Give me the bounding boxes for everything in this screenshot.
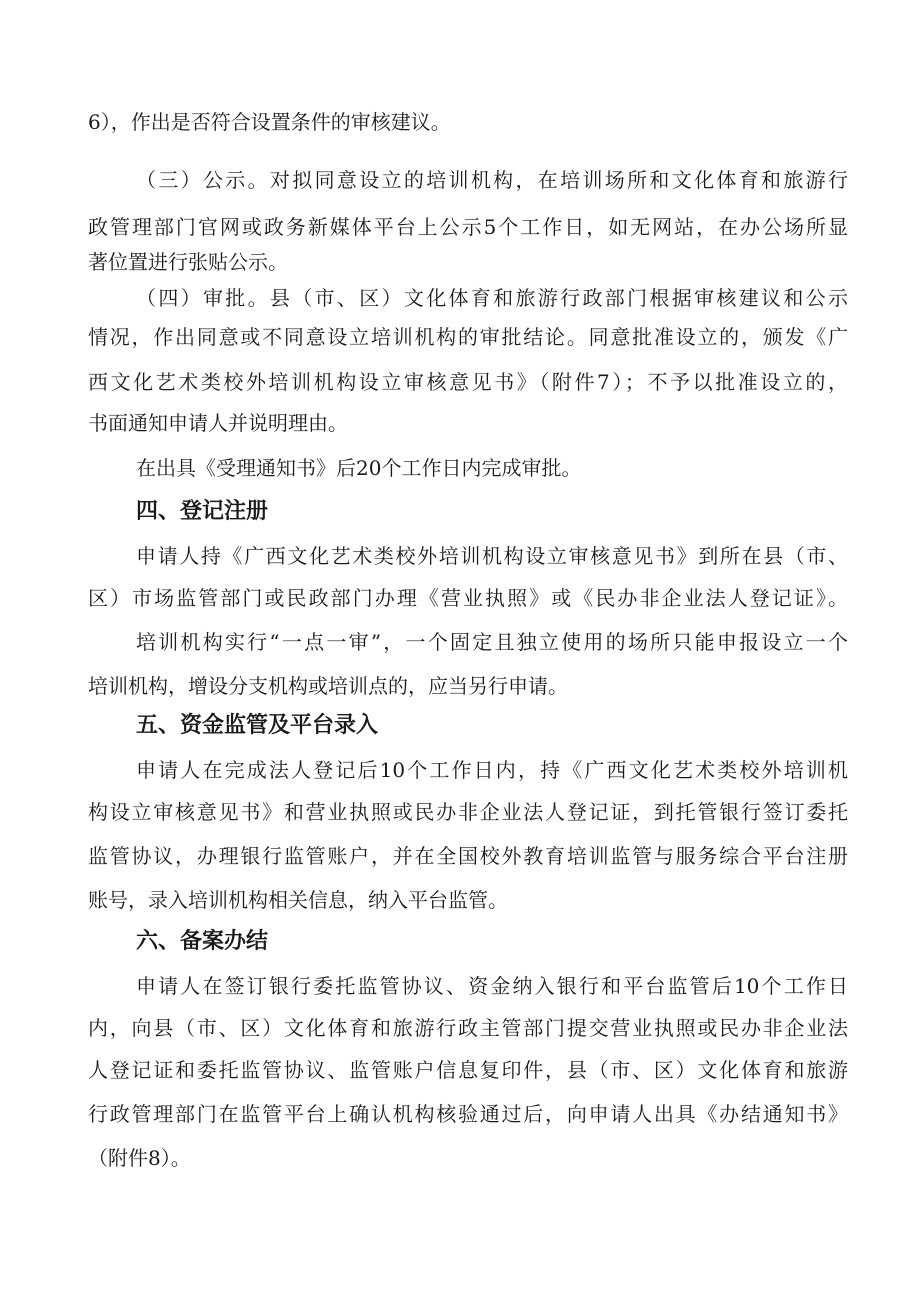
paragraph-line: 构设立审核意见书》和营业执照或民办非企业法人登记证，到托管银行签订委托	[88, 800, 848, 824]
paragraph-line: 在出具《受理通知书》后20个工作日内完成审批。	[136, 456, 582, 480]
paragraph-line: （附件8）。	[88, 1146, 191, 1170]
paragraph-line: 行政管理部门在监管平台上确认机构核验通过后，向申请人出具《办结通知书》	[88, 1102, 848, 1126]
paragraph-line: 政管理部门官网或政务新媒体平台上公示5个工作日，如无网站，在办公场所显	[88, 215, 848, 239]
paragraph-line: 培训机构，增设分支机构或培训点的，应当另行申请。	[88, 674, 568, 698]
paragraph-line: （四）审批。县（市、区）文化体育和旅游行政部门根据审核建议和公示	[136, 286, 848, 310]
paragraph-line: 监管协议，办理银行监管账户，并在全国校外教育培训监管与服务综合平台注册	[88, 844, 848, 868]
paragraph-line: （三）公示。对拟同意设立的培训机构，在培训场所和文化体育和旅游行	[136, 168, 848, 192]
paragraph-line: 申请人在完成法人登记后10个工作日内，持《广西文化艺术类校外培训机	[136, 758, 848, 782]
paragraph-line: 6），作出是否符合设置条件的审核建议。	[88, 110, 451, 134]
paragraph-line: 账号，录入培训机构相关信息，纳入平台监管。	[88, 888, 508, 912]
section-heading: 六、备案办结	[136, 929, 269, 954]
paragraph-line: 书面通知申请人并说明理由。	[88, 411, 348, 435]
paragraph-line: 区）市场监管部门或民政部门办理《营业执照》或《民办非企业法人登记证》。	[88, 586, 848, 610]
paragraph-line: 西文化艺术类校外培训机构设立审核意见书》（附件7）；不予以批准设立的，	[88, 370, 848, 394]
paragraph-line: 申请人在签订银行委托监管协议、资金纳入银行和平台监管后10个工作日	[136, 974, 848, 998]
section-heading: 五、资金监管及平台录入	[136, 713, 379, 738]
paragraph-line: 情况，作出同意或不同意设立培训机构的审批结论。同意批准设立的，颁发《广	[88, 325, 848, 349]
paragraph-line: 培训机构实行“一点一审”，一个固定且独立使用的场所只能申报设立一个	[136, 630, 848, 654]
paragraph-line: 人登记证和委托监管协议、监管账户信息复印件，县（市、区）文化体育和旅游	[88, 1058, 848, 1082]
paragraph-line: 著位置进行张贴公示。	[88, 250, 288, 274]
section-heading: 四、登记注册	[136, 499, 269, 524]
paragraph-line: 申请人持《广西文化艺术类校外培训机构设立审核意见书》到所在县（市、	[136, 544, 848, 568]
paragraph-line: 内，向县（市、区）文化体育和旅游行政主管部门提交营业执照或民办非企业法	[88, 1016, 848, 1040]
